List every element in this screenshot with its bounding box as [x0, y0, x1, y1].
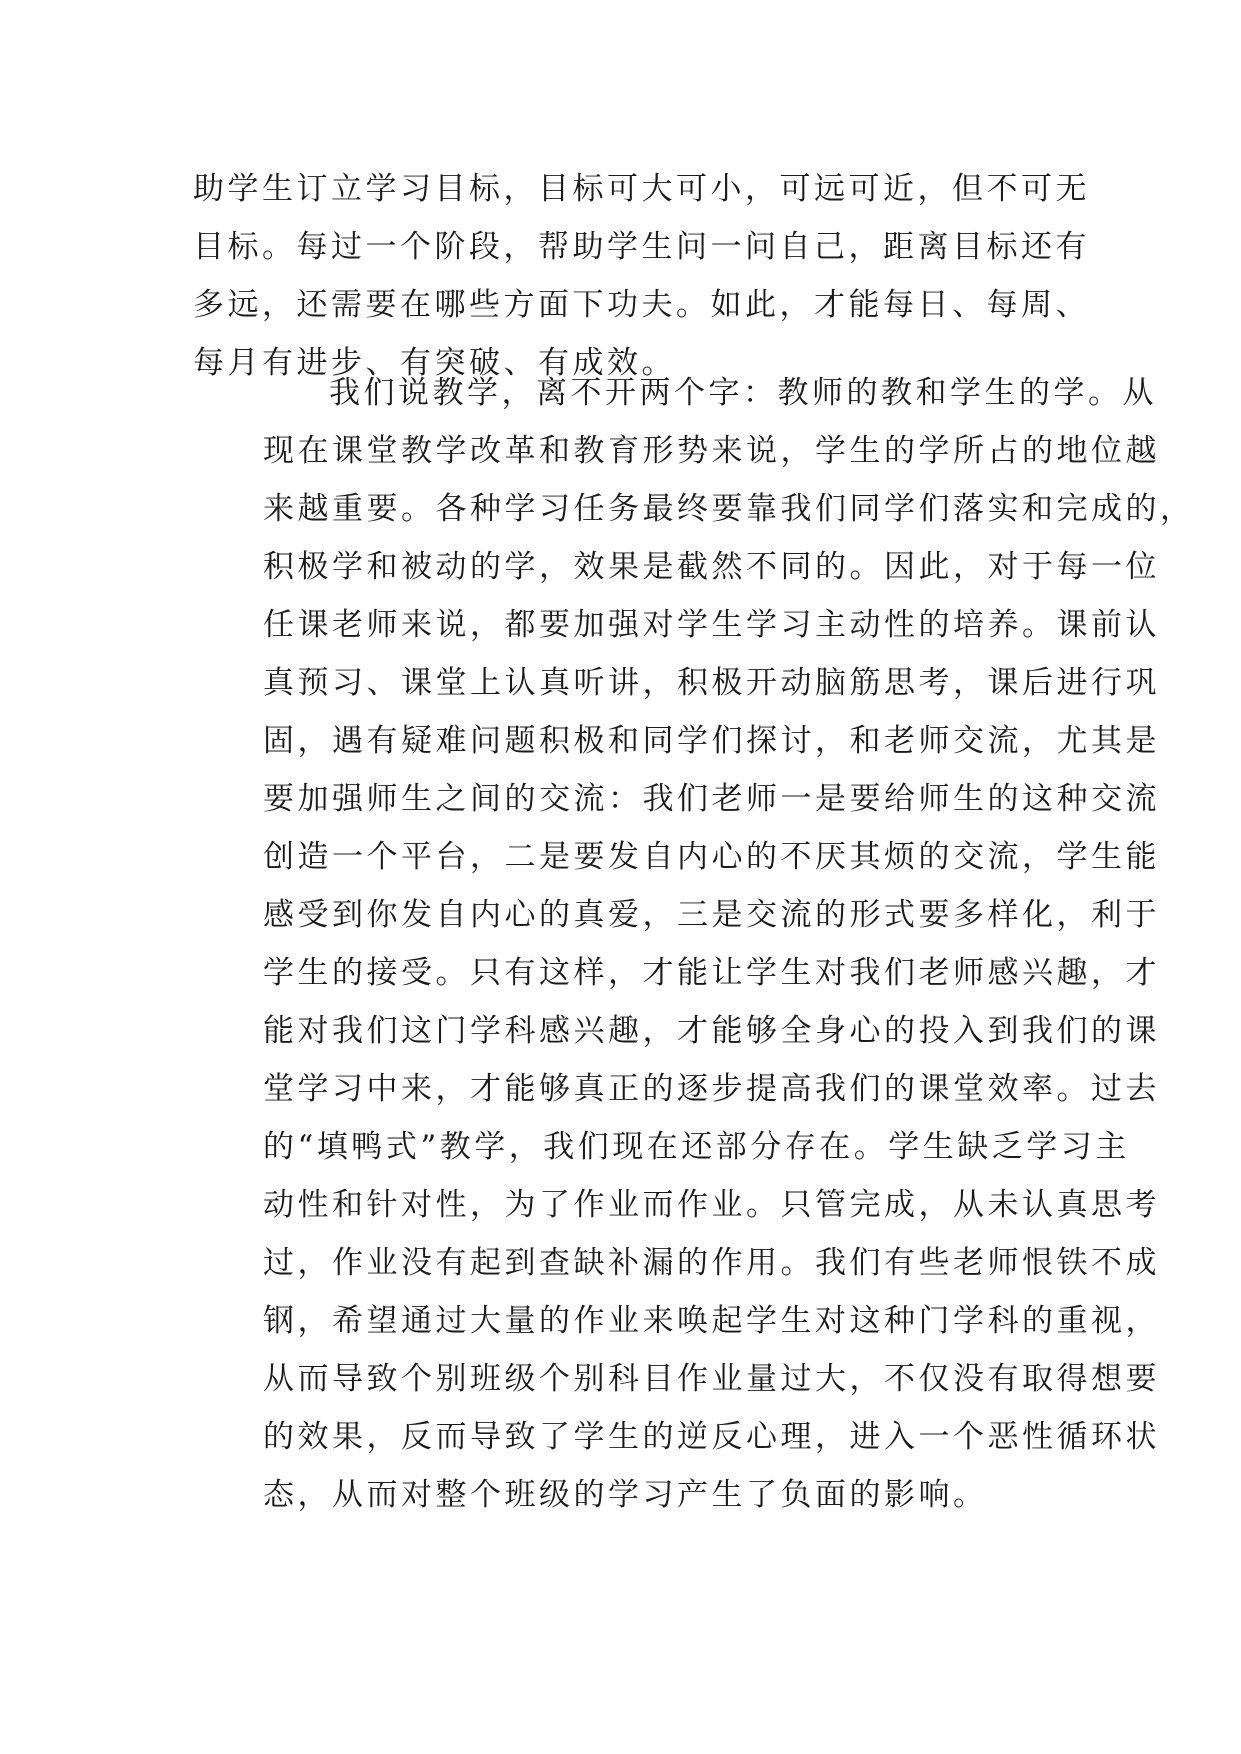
- text-line: 目标。每过一个阶段，帮助学生问一问自己，距离目标还有: [193, 229, 1090, 265]
- text-line: 堂学习中来，才能够真正的逐步提高我们的课堂效率。过去: [263, 1071, 1160, 1107]
- text-line: 现在课堂教学改革和教育形势来说，学生的学所占的地位越: [263, 433, 1160, 469]
- text-line: 的效果，反而导致了学生的逆反心理，进入一个恶性循环状: [263, 1419, 1160, 1455]
- text-line: 创造一个平台，二是要发自内心的不厌其烦的交流，学生能: [263, 839, 1160, 875]
- text-line: 学生的接受。只有这样，才能让学生对我们老师感兴趣，才: [263, 955, 1160, 991]
- text-line: 助学生订立学习目标，目标可大可小，可远可近，但不可无: [193, 171, 1090, 207]
- text-line: 来越重要。各种学习任务最终要靠我们同学们落实和完成的，: [263, 491, 1195, 527]
- text-line: 积极学和被动的学，效果是截然不同的。因此，对于每一位: [263, 549, 1160, 585]
- text-line: 过，作业没有起到查缺补漏的作用。我们有些老师恨铁不成: [263, 1245, 1160, 1281]
- text-line: 从而导致个别班级个别科目作业量过大，不仅没有取得想要: [263, 1361, 1160, 1397]
- text-line: 固，遇有疑难问题积极和同学们探讨，和老师交流，尤其是: [263, 723, 1160, 759]
- text-line: 我们说教学，离不开两个字：教师的教和学生的学。从: [329, 375, 1157, 411]
- text-line: 要加强师生之间的交流：我们老师一是要给师生的这种交流: [263, 781, 1160, 817]
- text-line: 能对我们这门学科感兴趣，才能够全身心的投入到我们的课: [263, 1013, 1160, 1049]
- paragraph-2: [193, 364, 1195, 1524]
- text-line: 动性和针对性，为了作业而作业。只管完成，从未认真思考: [263, 1187, 1160, 1223]
- text-line: 感受到你发自内心的真爱，三是交流的形式要多样化，利于: [263, 897, 1160, 933]
- text-line: 钢，希望通过大量的作业来唤起学生对这种门学科的重视，: [263, 1303, 1160, 1339]
- text-line: 多远，还需要在哪些方面下功夫。如此，才能每日、每周、: [193, 287, 1090, 323]
- text-line: 任课老师来说，都要加强对学生学习主动性的培养。课前认: [263, 607, 1160, 643]
- text-line: 的“填鸭式”教学，我们现在还部分存在。学生缺乏学习主: [263, 1129, 1130, 1165]
- text-line: 每月有进步、有突破、有成效。: [193, 345, 676, 381]
- text-line: 态，从而对整个班级的学习产生了负面的影响。: [263, 1477, 988, 1513]
- paragraph-1: [193, 160, 1090, 392]
- text-line: 真预习、课堂上认真听讲，积极开动脑筋思考，课后进行巩: [263, 665, 1160, 701]
